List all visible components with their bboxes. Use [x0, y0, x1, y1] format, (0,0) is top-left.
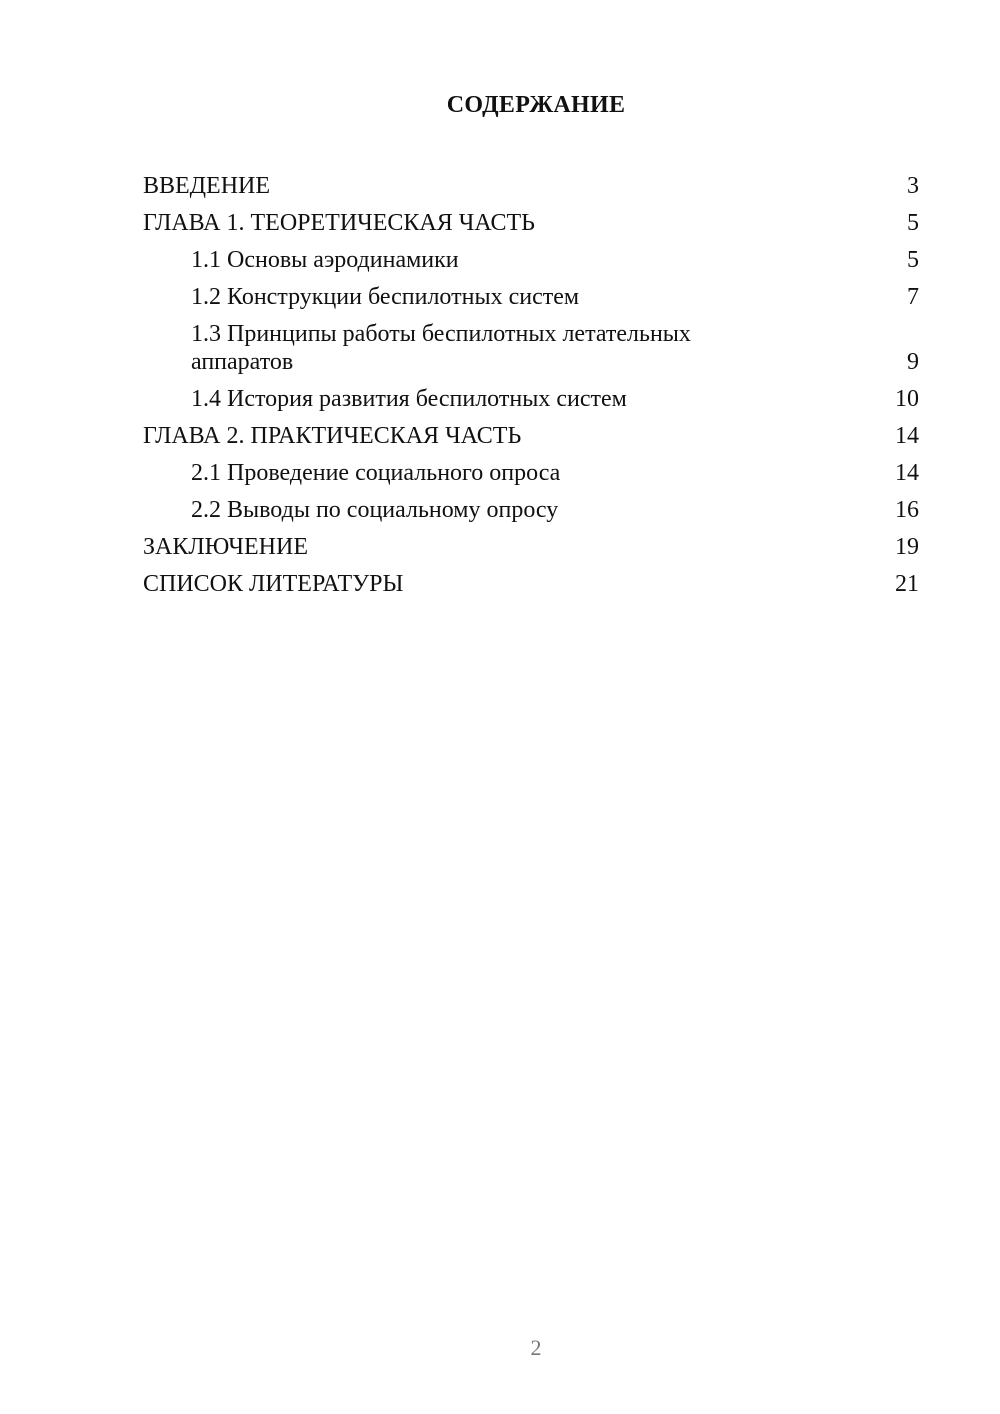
toc-entry-label: СПИСОК ЛИТЕРАТУРЫ — [143, 571, 404, 597]
toc-entry-label: 1.2 Конструкции беспилотных систем — [191, 284, 580, 310]
toc-entry-references[interactable] — [143, 566, 919, 603]
toc-title: СОДЕРЖАНИЕ — [446, 92, 626, 118]
toc-entry-chapter-1[interactable] — [143, 205, 919, 242]
toc-entry-label: 1.3 Принципы работы беспилотных летательных аппаратов — [191, 321, 691, 375]
toc-entry-page: 19 — [895, 534, 919, 560]
toc-entry-label: ЗАКЛЮЧЕНИЕ — [143, 534, 308, 560]
toc-entry-introduction[interactable] — [143, 168, 919, 205]
toc-entry-section-2-2[interactable] — [143, 492, 919, 529]
toc-entry-page: 14 — [895, 460, 919, 486]
toc-entry-page: 5 — [907, 210, 919, 236]
toc-entry-page: 21 — [895, 571, 919, 597]
toc-entry-label: 2.1 Проведение социального опроса — [191, 460, 561, 486]
page-number: 2 — [530, 1335, 542, 1360]
toc-entry-section-1-3[interactable] — [143, 316, 919, 381]
toc-entry-page: 5 — [907, 247, 919, 273]
toc-entry-section-1-1[interactable] — [143, 242, 919, 279]
toc-entry-label: ВВЕДЕНИЕ — [143, 173, 271, 199]
toc-entry-page: 9 — [907, 349, 919, 375]
toc-entry-page: 16 — [895, 497, 919, 523]
toc-entry-page: 7 — [907, 284, 919, 310]
toc-entry-chapter-2[interactable] — [143, 418, 919, 455]
table-of-contents — [143, 168, 919, 603]
toc-entry-section-1-2[interactable] — [143, 279, 919, 316]
toc-entry-label: 1.1 Основы аэродинамики — [191, 247, 459, 273]
toc-entry-label: ГЛАВА 2. ПРАКТИЧЕСКАЯ ЧАСТЬ — [143, 423, 522, 449]
toc-entry-conclusion[interactable] — [143, 529, 919, 566]
toc-entry-page: 10 — [895, 386, 919, 412]
toc-entry-label: ГЛАВА 1. ТЕОРЕТИЧЕСКАЯ ЧАСТЬ — [143, 210, 535, 236]
toc-entry-label: 2.2 Выводы по социальному опросу — [191, 497, 559, 523]
toc-entry-label: 1.4 История развития беспилотных систем — [191, 386, 627, 412]
toc-entry-page: 3 — [907, 173, 919, 199]
toc-entry-page: 14 — [895, 423, 919, 449]
toc-entry-section-2-1[interactable] — [143, 455, 919, 492]
toc-entry-section-1-4[interactable] — [143, 381, 919, 418]
